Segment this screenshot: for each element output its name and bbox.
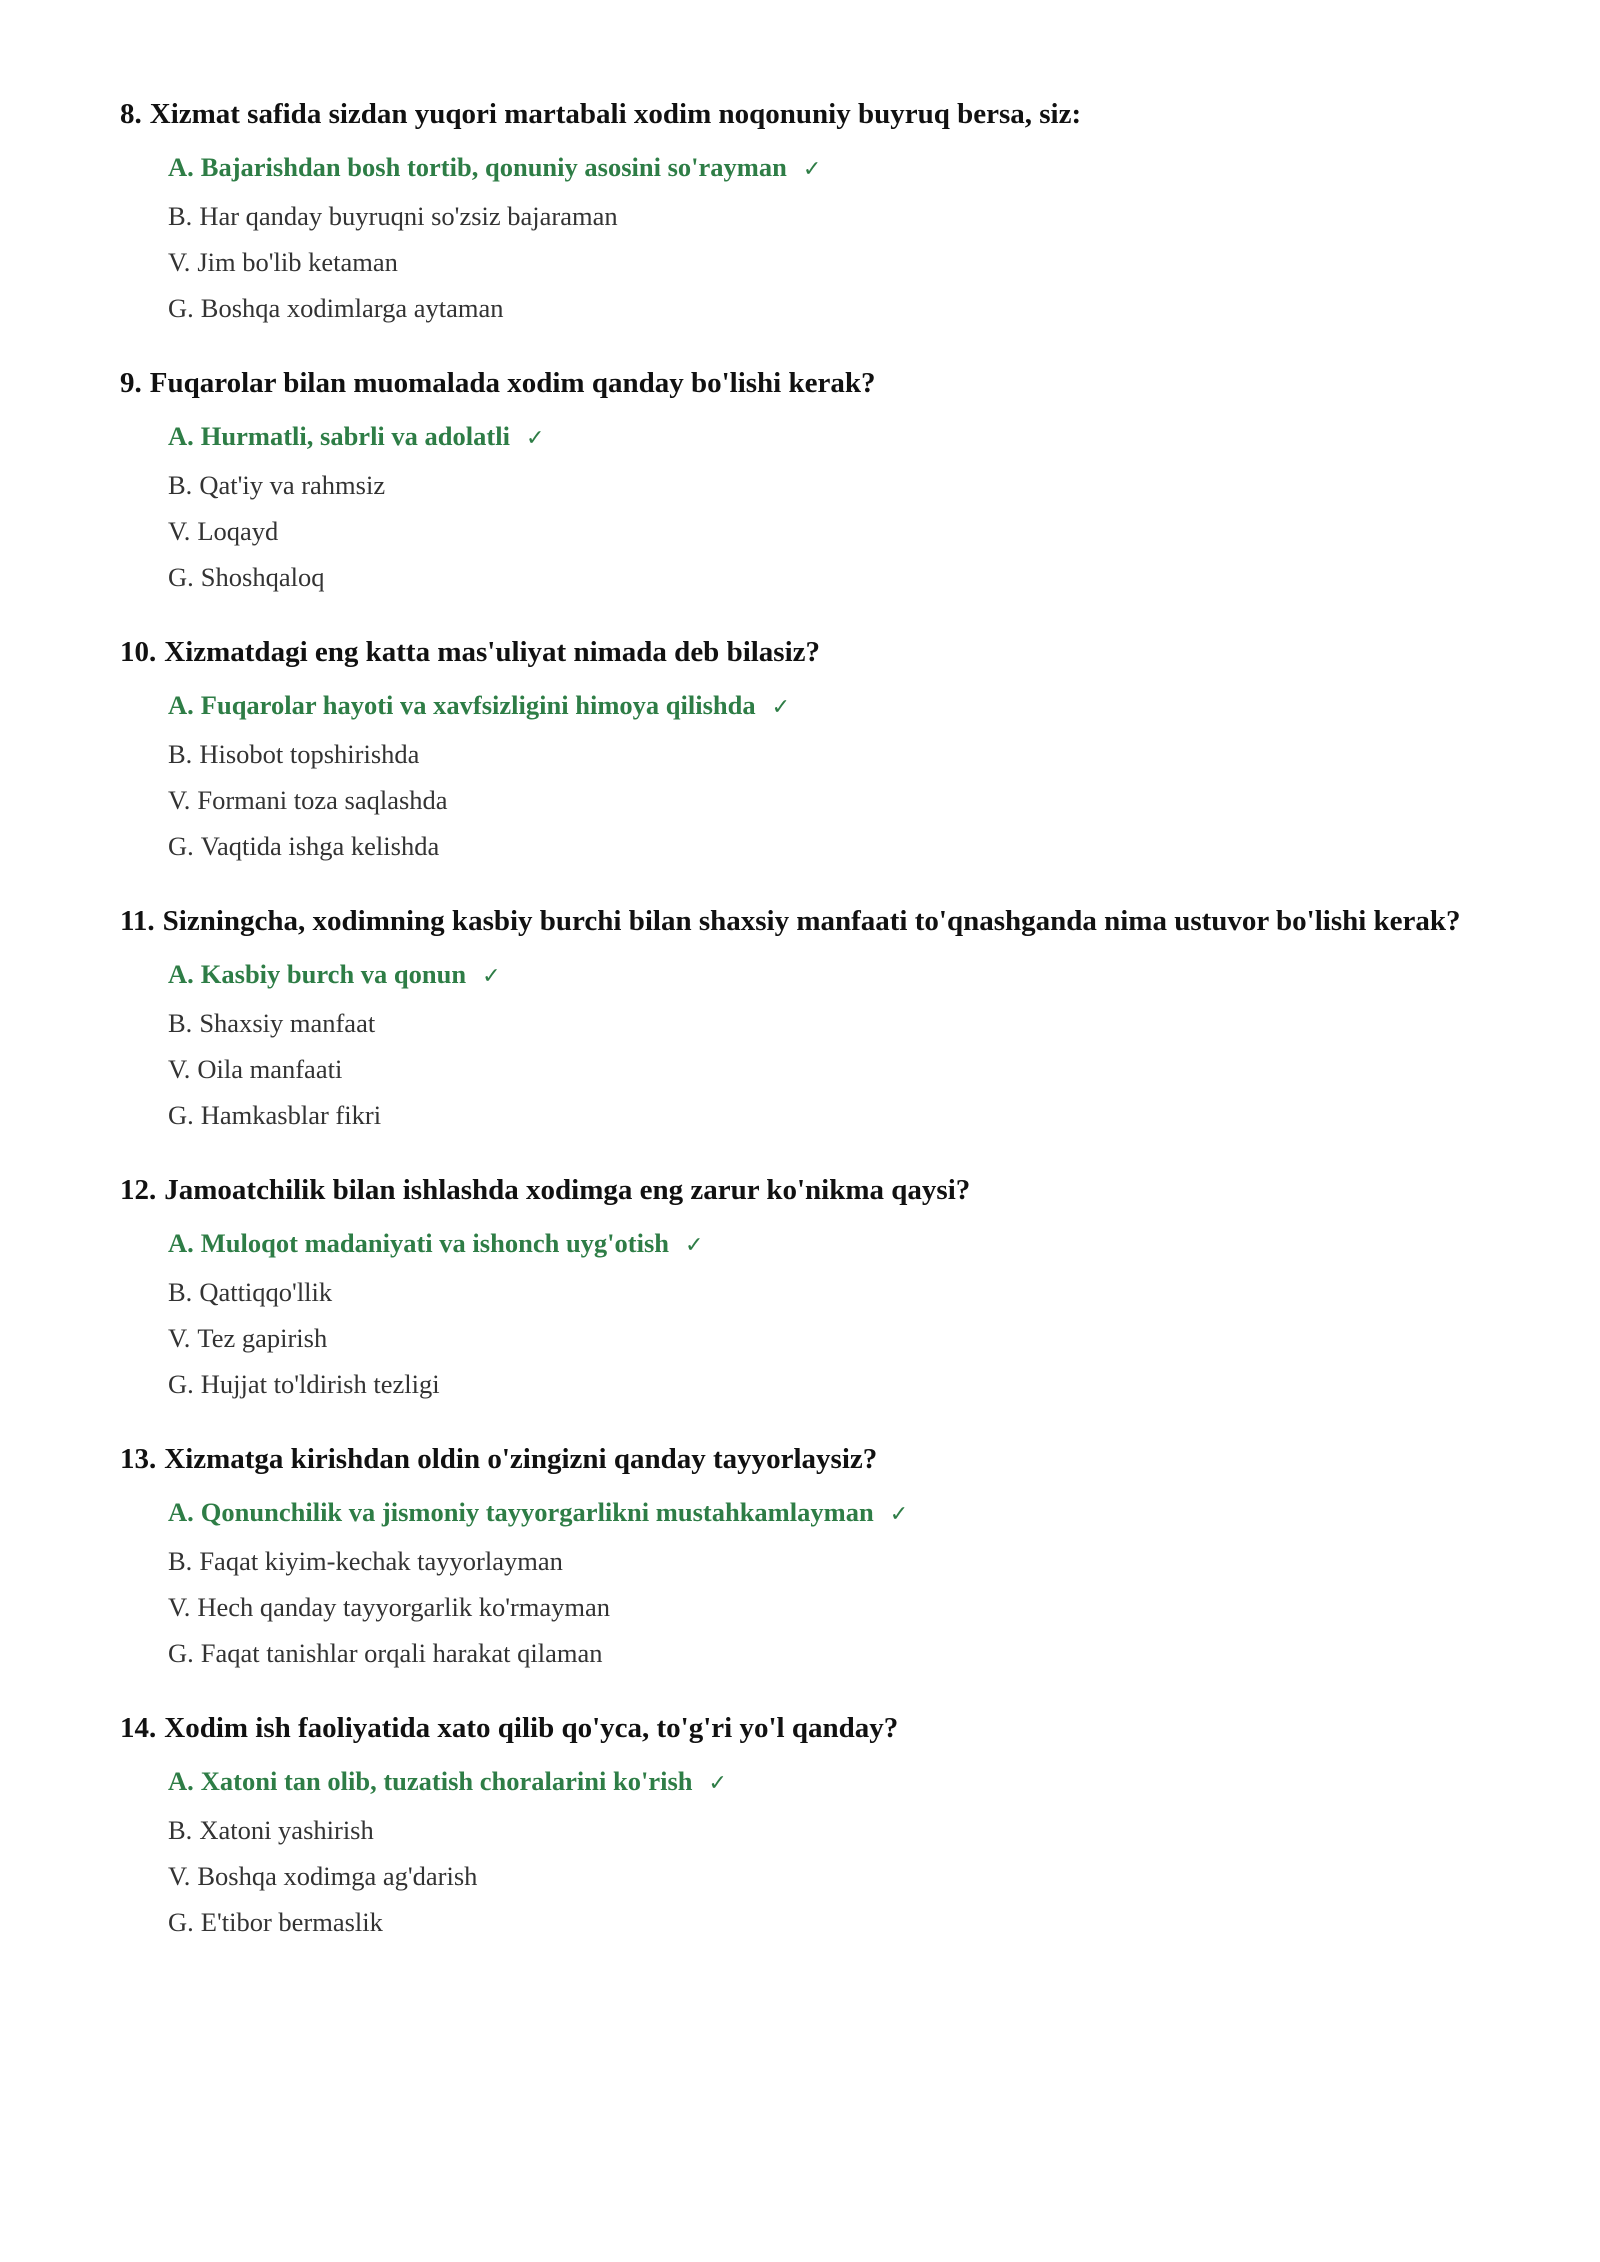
option-letter: A. xyxy=(168,1228,194,1258)
answer-option-correct xyxy=(168,413,1480,462)
question-label: Xodim ish faoliyatida xato qilib qo'yca, to'g'ri yo'l qanday? xyxy=(164,1712,899,1744)
answer-option xyxy=(168,823,1480,869)
option-text: Shoshqaloq xyxy=(200,562,325,592)
option-text: Jim bo'lib ketaman xyxy=(197,247,398,277)
option-letter: A. xyxy=(168,1497,194,1527)
answer-option xyxy=(168,1315,1480,1361)
option-text: E'tibor bermaslik xyxy=(200,1907,383,1937)
option-letter: B. xyxy=(168,470,193,500)
answer-option-correct xyxy=(168,951,1480,1000)
option-text: Shaxsiy manfaat xyxy=(199,1008,376,1038)
answer-option xyxy=(168,1092,1480,1138)
option-letter: A. xyxy=(168,421,194,451)
option-letter: A. xyxy=(168,152,194,182)
answer-option xyxy=(168,285,1480,331)
answer-option xyxy=(168,1899,1480,1945)
option-letter: G. xyxy=(168,1638,194,1668)
question-block xyxy=(120,1710,1480,1945)
option-letter: G. xyxy=(168,1100,194,1130)
question-label: Xizmatdagi eng katta mas'uliyat nimada deb bilasiz? xyxy=(164,636,821,668)
quiz-page xyxy=(120,96,1480,1979)
option-text: Hisobot topshirishda xyxy=(199,739,420,769)
question-text xyxy=(120,365,1480,401)
answer-options xyxy=(120,1758,1480,1945)
question-block xyxy=(120,365,1480,600)
answer-option xyxy=(168,239,1480,285)
answer-option-correct xyxy=(168,1758,1480,1807)
question-text xyxy=(120,634,1480,670)
option-letter: V. xyxy=(168,785,191,815)
question-text xyxy=(120,1172,1480,1208)
option-text: Boshqa xodimga ag'darish xyxy=(197,1861,478,1891)
question-label: Jamoatchilik bilan ishlashda xodimga eng zarur ko'nikma qaysi? xyxy=(164,1174,971,1206)
question-label: Xizmatga kirishdan oldin o'zingizni qanday tayyorlaysiz? xyxy=(164,1443,878,1475)
question-block xyxy=(120,903,1480,1138)
answer-options xyxy=(120,144,1480,331)
answer-option-correct xyxy=(168,144,1480,193)
answer-option xyxy=(168,462,1480,508)
option-text: Vaqtida ishga kelishda xyxy=(200,831,440,861)
option-text: Qonunchilik va jismoniy tayyorgarlikni mustahkamlayman xyxy=(200,1497,874,1527)
answer-option xyxy=(168,1269,1480,1315)
answer-option xyxy=(168,1853,1480,1899)
option-letter: V. xyxy=(168,1054,191,1084)
option-letter: V. xyxy=(168,1861,191,1891)
answer-option xyxy=(168,1000,1480,1046)
answer-options xyxy=(120,1489,1480,1676)
answer-option xyxy=(168,1630,1480,1676)
question-text xyxy=(120,1441,1480,1477)
option-text: Qattiqqo'llik xyxy=(199,1277,333,1307)
option-text: Hech qanday tayyorgarlik ko'rmayman xyxy=(197,1592,611,1622)
option-letter: B. xyxy=(168,201,193,231)
check-icon: ✓ xyxy=(802,157,822,182)
question-text xyxy=(120,903,1480,939)
answer-option xyxy=(168,1046,1480,1092)
question-block xyxy=(120,96,1480,331)
answer-option xyxy=(168,1361,1480,1407)
option-text: Hujjat to'ldirish tezligi xyxy=(200,1369,440,1399)
answer-options xyxy=(120,413,1480,600)
answer-option xyxy=(168,1538,1480,1584)
option-letter: A. xyxy=(168,1766,194,1796)
option-letter: A. xyxy=(168,690,194,720)
option-text: Kasbiy burch va qonun xyxy=(200,959,467,989)
option-text: Fuqarolar hayoti va xavfsizligini himoya qilishda xyxy=(200,690,756,720)
option-text: Tez gapirish xyxy=(197,1323,328,1353)
question-block xyxy=(120,634,1480,869)
answer-option xyxy=(168,731,1480,777)
option-letter: B. xyxy=(168,1546,193,1576)
option-text: Hamkasblar fikri xyxy=(200,1100,382,1130)
option-text: Faqat tanishlar orqali harakat qilaman xyxy=(200,1638,603,1668)
check-icon: ✓ xyxy=(889,1502,909,1527)
answer-options xyxy=(120,682,1480,869)
option-letter: V. xyxy=(168,247,191,277)
option-text: Xatoni yashirish xyxy=(199,1815,374,1845)
check-icon: ✓ xyxy=(525,426,545,451)
option-letter: A. xyxy=(168,959,194,989)
option-text: Oila manfaati xyxy=(197,1054,343,1084)
option-letter: G. xyxy=(168,293,194,323)
option-letter: G. xyxy=(168,1369,194,1399)
option-letter: G. xyxy=(168,562,194,592)
answer-option-correct xyxy=(168,1220,1480,1269)
question-number: 8. xyxy=(120,98,142,130)
question-block xyxy=(120,1172,1480,1407)
answer-option xyxy=(168,193,1480,239)
option-letter: V. xyxy=(168,1592,191,1622)
option-text: Bajarishdan bosh tortib, qonuniy asosini so'rayman xyxy=(200,152,787,182)
option-letter: B. xyxy=(168,1008,193,1038)
option-text: Faqat kiyim-kechak tayyorlayman xyxy=(199,1546,563,1576)
check-icon: ✓ xyxy=(685,1233,704,1258)
option-text: Formani toza saqlashda xyxy=(197,785,448,815)
answer-options xyxy=(120,951,1480,1138)
option-letter: G. xyxy=(168,1907,194,1937)
question-label: Fuqarolar bilan muomalada xodim qanday bo'lishi kerak? xyxy=(149,367,876,399)
check-icon: ✓ xyxy=(708,1771,727,1796)
answer-option xyxy=(168,508,1480,554)
option-text: Har qanday buyruqni so'zsiz bajaraman xyxy=(199,201,618,231)
question-label: Sizningcha, xodimning kasbiy burchi bilan shaxsiy manfaati to'qnashganda nima ustuvor bo'lishi kerak? xyxy=(162,905,1461,937)
answer-option xyxy=(168,777,1480,823)
check-icon: ✓ xyxy=(771,695,791,720)
answer-option xyxy=(168,1807,1480,1853)
option-letter: V. xyxy=(168,516,191,546)
option-letter: B. xyxy=(168,1277,193,1307)
check-icon: ✓ xyxy=(482,964,501,989)
answer-option xyxy=(168,554,1480,600)
question-label: Xizmat safida sizdan yuqori martabali xodim noqonuniy buyruq bersa, siz: xyxy=(149,98,1082,130)
option-text: Muloqot madaniyati va ishonch uyg'otish xyxy=(200,1228,670,1258)
question-block xyxy=(120,1441,1480,1676)
option-letter: B. xyxy=(168,739,193,769)
answer-option xyxy=(168,1584,1480,1630)
option-text: Loqayd xyxy=(197,516,279,546)
answer-option-correct xyxy=(168,682,1480,731)
option-text: Xatoni tan olib, tuzatish choralarini ko'rish xyxy=(200,1766,693,1796)
question-number: 12. xyxy=(120,1174,157,1206)
option-text: Qat'iy va rahmsiz xyxy=(199,470,386,500)
question-number: 10. xyxy=(120,636,157,668)
option-letter: B. xyxy=(168,1815,193,1845)
question-text xyxy=(120,1710,1480,1746)
question-number: 13. xyxy=(120,1443,157,1475)
option-letter: G. xyxy=(168,831,194,861)
question-number: 14. xyxy=(120,1712,157,1744)
answer-option-correct xyxy=(168,1489,1480,1538)
question-number: 11. xyxy=(120,905,155,937)
option-text: Hurmatli, sabrli va adolatli xyxy=(200,421,510,451)
option-text: Boshqa xodimlarga aytaman xyxy=(200,293,504,323)
option-letter: V. xyxy=(168,1323,191,1353)
question-number: 9. xyxy=(120,367,142,399)
question-text xyxy=(120,96,1480,132)
answer-options xyxy=(120,1220,1480,1407)
